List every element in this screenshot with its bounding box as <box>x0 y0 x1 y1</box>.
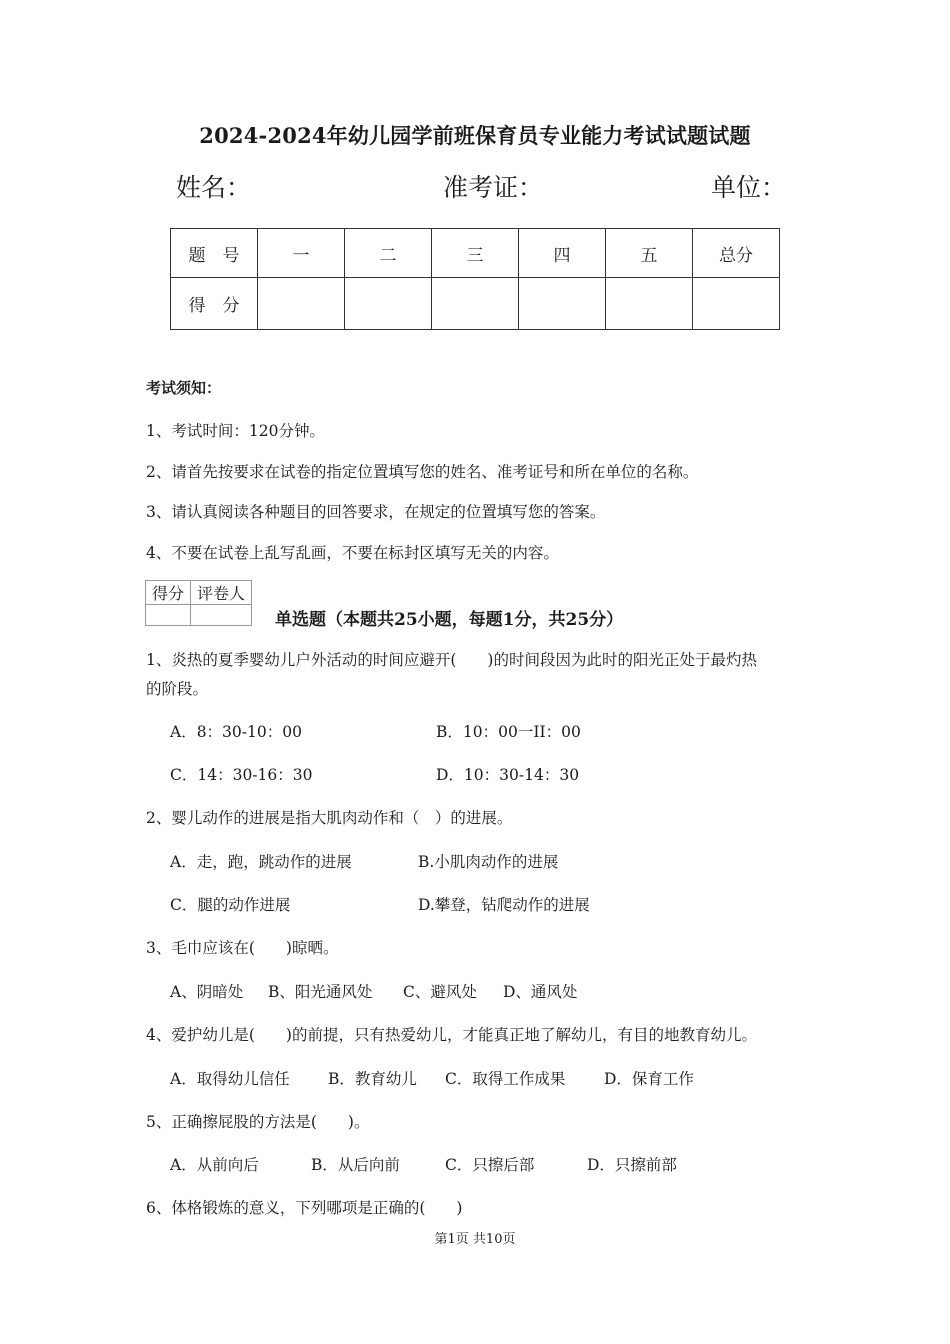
option-c[interactable]: C．取得工作成果 <box>445 1070 566 1088</box>
grader-reviewer-label: 评卷人 <box>191 581 252 605</box>
option-b[interactable]: B．教育幼儿 <box>328 1070 417 1088</box>
grader-score-cell[interactable] <box>146 605 191 626</box>
score-table-header-row <box>171 229 780 278</box>
question-stem: 3、毛巾应该在( )晾晒。 <box>146 939 339 957</box>
grader-score-label: 得分 <box>146 581 191 605</box>
option-a[interactable]: A、阴暗处 <box>170 983 244 1001</box>
header-cell: 三 <box>432 229 519 278</box>
notice-item: 2、请首先按要求在试卷的指定位置填写您的姓名、准考证号和所在单位的名称。 <box>146 463 699 481</box>
option-d[interactable]: D.攀登，钻爬动作的进展 <box>418 896 590 914</box>
option-d[interactable]: D．只擦前部 <box>587 1156 677 1174</box>
option-a[interactable]: A．走，跑，跳动作的进展 <box>170 853 352 871</box>
grader-table <box>145 580 252 626</box>
score-table <box>170 228 780 330</box>
header-cell: 四 <box>519 229 606 278</box>
option-d[interactable]: D．保育工作 <box>604 1070 694 1088</box>
option-c[interactable]: C．只擦后部 <box>445 1156 535 1174</box>
notice-item: 3、请认真阅读各种题目的回答要求，在规定的位置填写您的答案。 <box>146 503 606 521</box>
page-footer: 第1页 共10页 <box>434 1232 516 1247</box>
notice-heading: 考试须知： <box>146 379 222 397</box>
option-a[interactable]: A．从前向后 <box>170 1156 259 1174</box>
score-cell[interactable] <box>519 278 606 330</box>
score-table-score-row <box>171 278 780 330</box>
question-stem: 1、炎热的夏季婴幼儿户外活动的时间应避开( )的时间段因为此时的阳光正处于最灼热 <box>146 651 757 669</box>
option-c[interactable]: C、避风处 <box>403 983 477 1001</box>
score-cell[interactable] <box>606 278 693 330</box>
option-b[interactable]: B.小肌肉动作的进展 <box>418 853 559 871</box>
question-stem: 4、爱护幼儿是( )的前提，只有热爱幼儿，才能真正地了解幼儿，有目的地教育幼儿。 <box>146 1026 757 1044</box>
header-cell: 题 号 <box>171 229 258 278</box>
option-d[interactable]: D．10：30-14：30 <box>436 766 580 784</box>
option-d[interactable]: D、通风处 <box>503 983 578 1001</box>
row-label: 得 分 <box>171 278 258 330</box>
score-cell[interactable] <box>258 278 345 330</box>
question-stem-cont: 的阶段。 <box>146 680 209 698</box>
header-cell: 五 <box>606 229 693 278</box>
option-a[interactable]: A．取得幼儿信任 <box>170 1070 290 1088</box>
option-a[interactable]: A．8：30-10：00 <box>170 723 302 741</box>
name-label: 姓名： <box>176 173 252 202</box>
header-cell: 总分 <box>693 229 780 278</box>
option-b[interactable]: B、阳光通风处 <box>268 983 373 1001</box>
exam-id-label: 准考证： <box>443 173 544 202</box>
question-stem: 5、正确擦屁股的方法是( )。 <box>146 1113 370 1131</box>
header-cell: 二 <box>345 229 432 278</box>
score-cell[interactable] <box>345 278 432 330</box>
question-stem: 2、婴儿动作的进展是指大肌肉动作和（ ）的进展。 <box>146 809 513 827</box>
section-title: 单选题（本题共25小题，每题1分，共25分） <box>275 610 624 630</box>
question-stem: 6、体格锻炼的意义，下列哪项是正确的( ) <box>146 1199 463 1217</box>
option-c[interactable]: C．腿的动作进展 <box>170 896 291 914</box>
option-b[interactable]: B．10：00一II：00 <box>436 723 581 741</box>
notice-item: 1、考试时间：120分钟。 <box>146 422 325 440</box>
score-cell[interactable] <box>693 278 780 330</box>
page-title: 2024-2024年幼儿园学前班保育员专业能力考试试题试题 <box>199 123 751 148</box>
option-c[interactable]: C．14：30-16：30 <box>170 766 313 784</box>
grader-reviewer-cell[interactable] <box>191 605 252 626</box>
notice-item: 4、不要在试卷上乱写乱画，不要在标封区填写无关的内容。 <box>146 544 559 562</box>
option-b[interactable]: B．从后向前 <box>311 1156 400 1174</box>
score-cell[interactable] <box>432 278 519 330</box>
header-cell: 一 <box>258 229 345 278</box>
unit-label: 单位： <box>711 173 787 202</box>
